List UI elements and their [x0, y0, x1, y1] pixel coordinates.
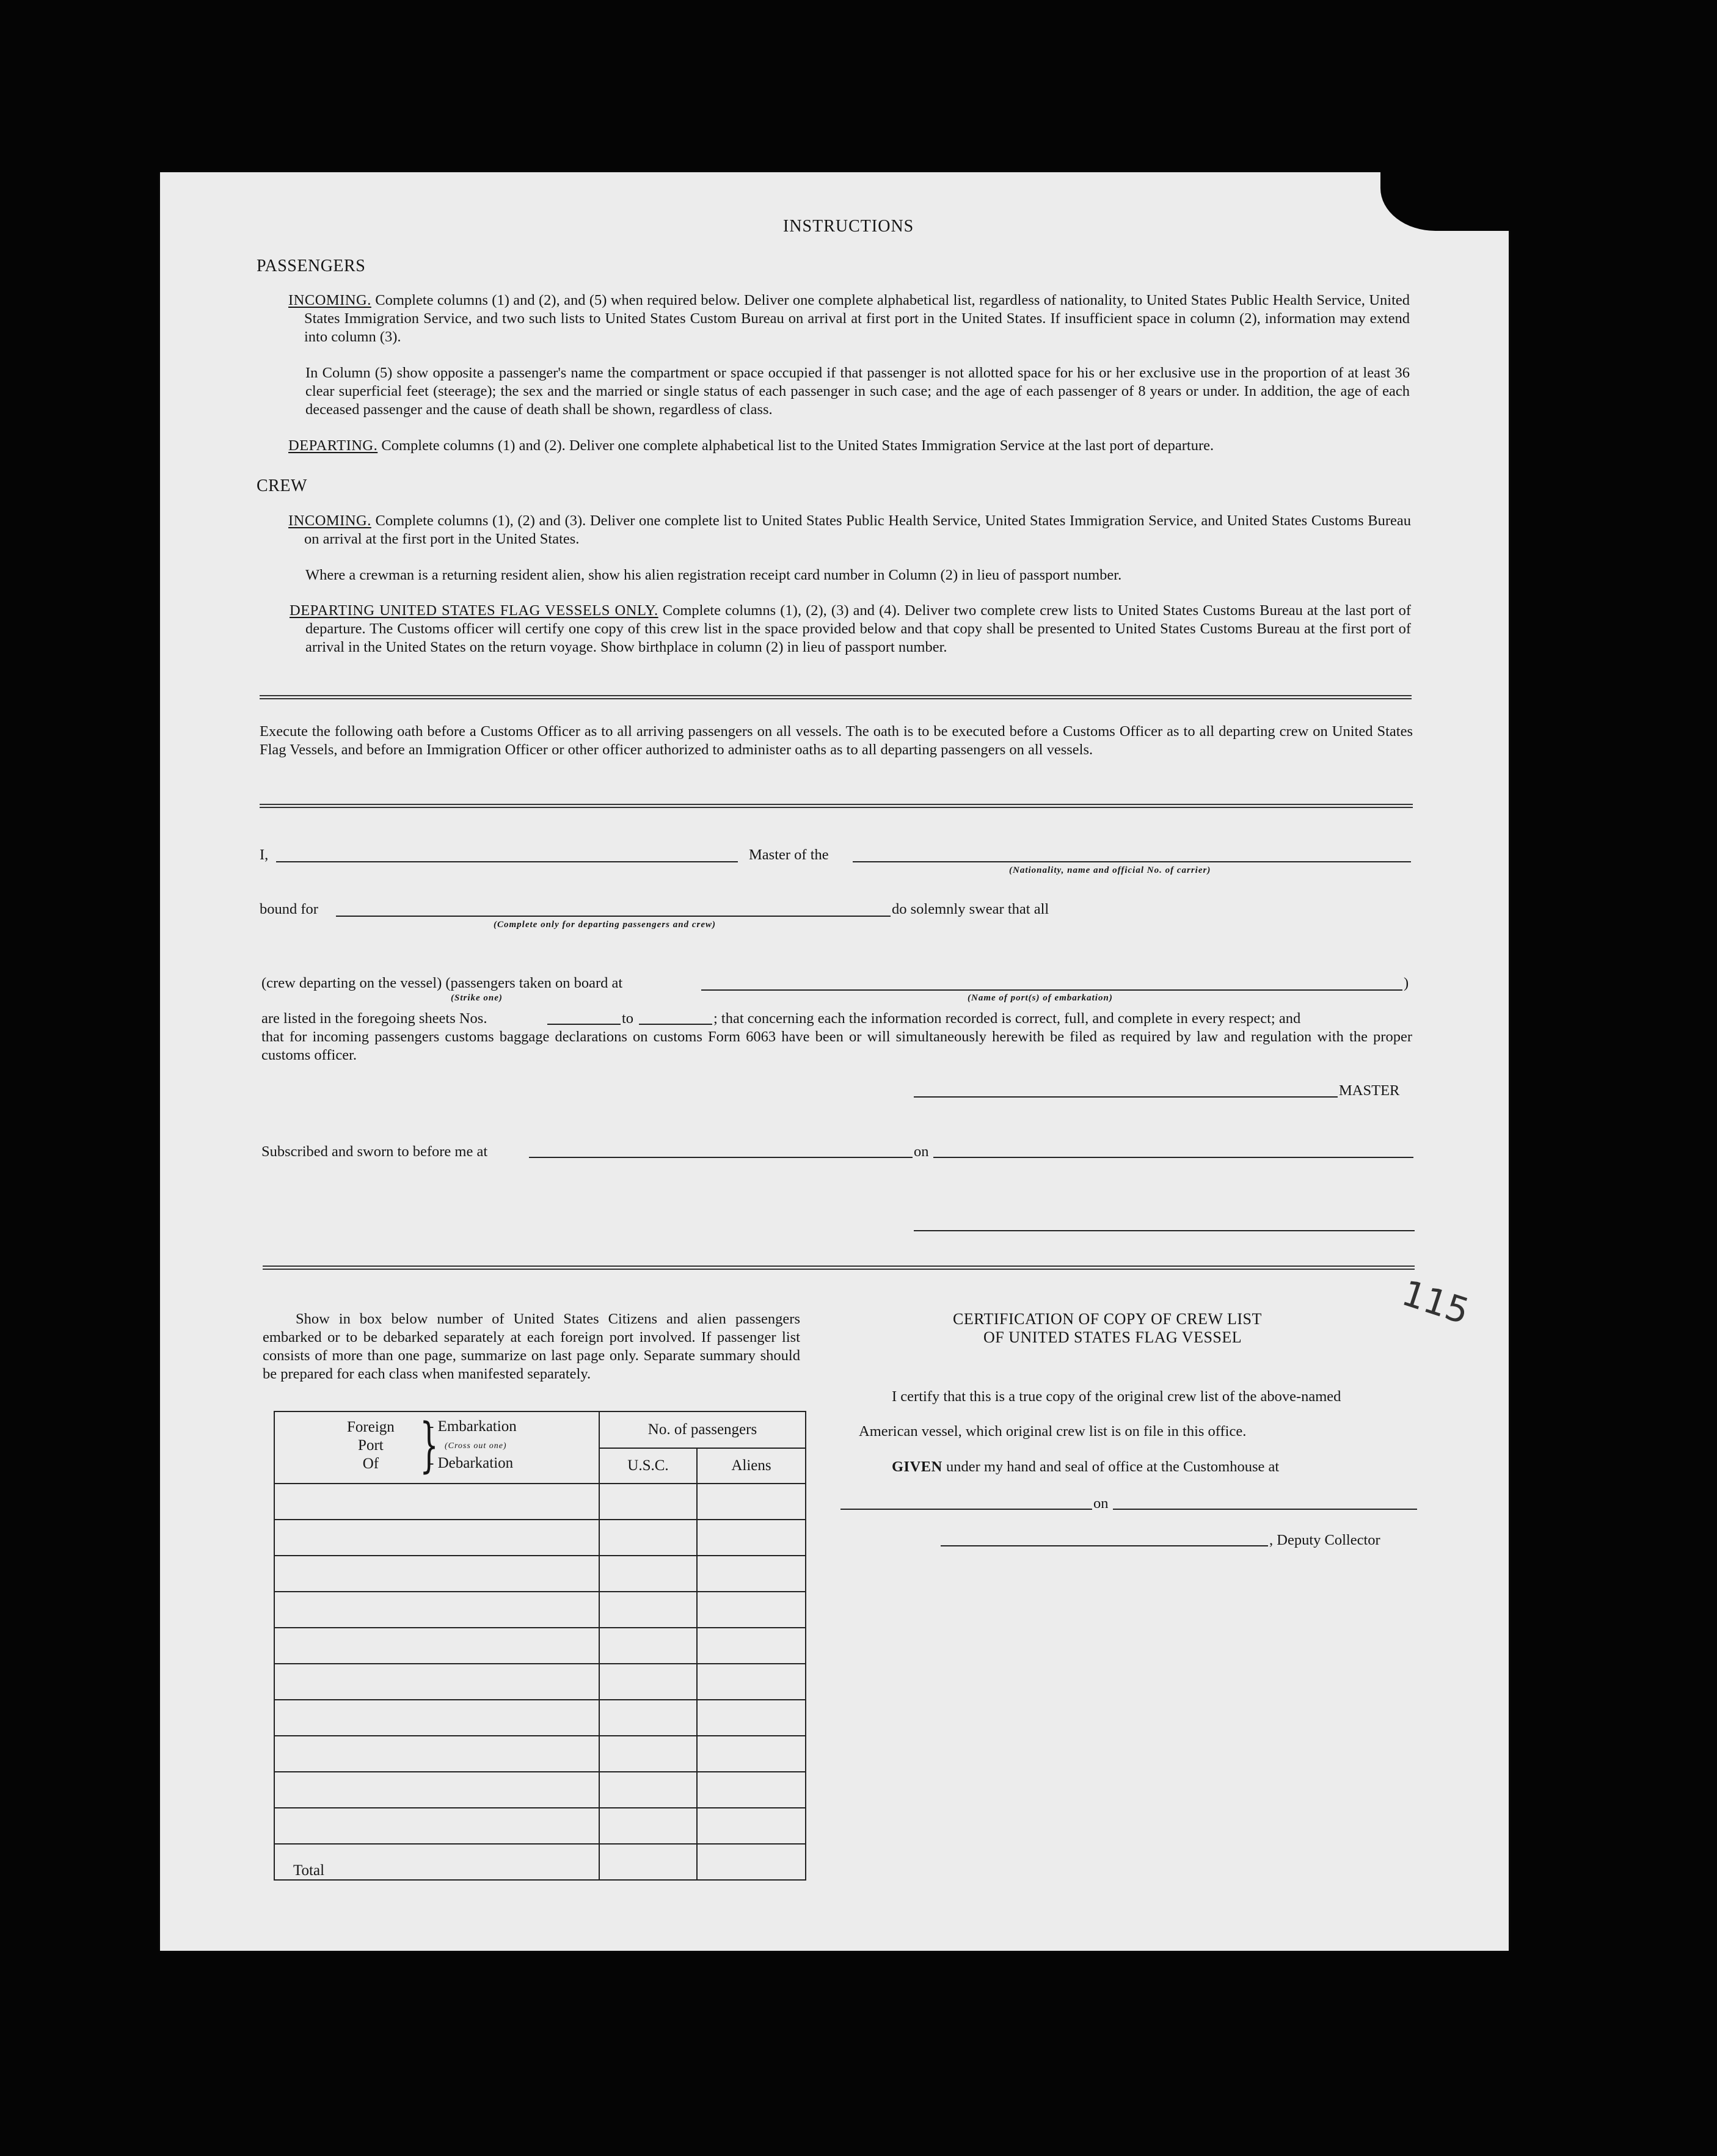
section-divider	[263, 1266, 1415, 1270]
certification-date-line[interactable]	[1113, 1509, 1417, 1510]
instructions-title: INSTRUCTIONS	[783, 217, 914, 236]
complete-only-note: (Complete only for departing passengers and crew)	[494, 920, 716, 930]
passengers-incoming-text: Complete columns (1) and (2), and (5) when required below. Deliver one complete alphabetical list, regardless of nationality, to United States Public Health Service, United States Immigration Service, and two such lists to United States Custom Bureau on arrival at first port in the United States. If insufficient space in column (2), information may extend into column (3).	[304, 292, 1410, 345]
customhouse-line[interactable]	[840, 1509, 1092, 1510]
crew-incoming-label: INCOMING.	[288, 512, 371, 529]
bound-for-line[interactable]	[336, 916, 891, 917]
torn-corner-edge	[1465, 165, 1514, 183]
master-label: MASTER	[1339, 1082, 1400, 1099]
strike-one-note: (Strike one)	[451, 993, 503, 1003]
table-row	[274, 1808, 806, 1844]
crew-resident-paragraph: Where a crewman is a returning resident alien, show his alien registration receipt card number in Column (2) in lieu of passport number.	[305, 567, 1122, 583]
table-row	[274, 1592, 806, 1628]
crew-departing-text: Complete columns (1), (2), (3) and (4). Deliver two complete crew lists to United States Customs Bureau at the last port of departure. The Customs officer will certify one copy of this crew list in the space provided below and that copy shall be presented to United States Customs Bureau at the first port of arrival in the United States on the return voyage. Show birthplace in column (2) in lieu of passport number.	[305, 602, 1411, 655]
section-divider	[260, 695, 1412, 699]
passengers-incoming-label: INCOMING.	[288, 292, 371, 308]
table-row	[274, 1628, 806, 1664]
total-label: Total	[274, 1844, 599, 1880]
master-signature-line[interactable]	[914, 1096, 1338, 1098]
debarkation-label: - Debarkation	[429, 1455, 514, 1471]
embarkation-label: - Embarkation	[429, 1418, 517, 1435]
aliens-header: Aliens	[697, 1448, 806, 1484]
table-row	[274, 1772, 806, 1808]
oath-swear: do solemnly swear that all	[892, 901, 1049, 917]
foreign-port-header	[274, 1411, 599, 1484]
table-row	[274, 1664, 806, 1700]
passengers-column5-paragraph: In Column (5) show opposite a passenger's name the compartment or space occupied if that passenger is not allotted space for his or her exclusive use in the proportion of at least 36 clear superficial feet (steerage); the sex and the married or single status of each passenger in such case; and the age of each passenger of 8 years or under. In addition, the age of each deceased passenger and the cause of death shall be shown, regardless of class.	[305, 365, 1410, 418]
carrier-line[interactable]	[853, 861, 1411, 862]
passengers-incoming-paragraph	[288, 291, 1410, 346]
table-row	[274, 1736, 806, 1772]
table-row	[274, 1556, 806, 1592]
passengers-heading: PASSENGERS	[257, 257, 366, 275]
sheet-to-line[interactable]	[639, 1024, 712, 1025]
crew-heading: CREW	[257, 476, 307, 495]
total-row	[274, 1844, 806, 1880]
sworn-date-line[interactable]	[933, 1157, 1413, 1158]
nationality-note: (Nationality, name and official No. of carrier)	[1009, 865, 1211, 875]
oath-master-of-the: Master of the	[749, 847, 829, 863]
given-rest-text: under my hand and seal of office at the Customhouse at	[946, 1459, 1280, 1475]
oath-intro: Execute the following oath before a Customs Officer as to all arriving passengers on all vessels. The oath is to be executed before a Customs Officer as to all departing crew on United States Flag Vessels, and before an Immigration Officer or other officer authorized to administer oaths as to all departing passengers on all vessels.	[260, 723, 1413, 758]
certification-line-1: I certify that this is a true copy of the original crew list of the above-named	[892, 1388, 1341, 1405]
crew-departing-paragraph	[290, 602, 1411, 657]
oath-bound-for: bound for	[260, 901, 318, 917]
no-of-passengers-header: No. of passengers	[599, 1411, 806, 1448]
master-name-line[interactable]	[276, 861, 738, 862]
passengers-departing-text: Complete columns (1) and (2). Deliver one complete alphabetical list to the United States Immigration Service at the last port of departure.	[381, 437, 1214, 454]
sworn-on-label: on	[914, 1143, 929, 1160]
handwritten-page-mark: 115	[1397, 1272, 1475, 1333]
usc-header: U.S.C.	[599, 1448, 697, 1484]
embarkation-port-line[interactable]	[701, 989, 1402, 991]
oath-listed-c: that for incoming passengers customs baggage declarations on customs Form 6063 have been or will simultaneously herewith be filed as required by law and regulation with the proper customs officer.	[261, 1029, 1412, 1063]
certification-on-label: on	[1093, 1495, 1109, 1512]
oath-close-paren: )	[1404, 975, 1409, 991]
sworn-place-line[interactable]	[529, 1157, 913, 1158]
certification-given-line	[892, 1459, 1279, 1476]
oath-listed-b: ; that concerning each the information recorded is correct, full, and complete in every respect; and	[713, 1010, 1301, 1027]
sheet-from-line[interactable]	[547, 1024, 621, 1025]
crew-incoming-text: Complete columns (1), (2) and (3). Deliver one complete list to United States Public Health Service, United States Immigration Service, and United States Customs Bureau on arrival at the first port in the United States.	[304, 512, 1411, 547]
table-row	[274, 1520, 806, 1556]
oath-listed-to: to	[622, 1010, 634, 1027]
table-row	[274, 1700, 806, 1736]
brace-symbol: }	[420, 1411, 439, 1479]
oath-i-label: I,	[260, 847, 269, 863]
deputy-collector-label: , Deputy Collector	[1269, 1532, 1380, 1548]
officer-signature-line[interactable]	[914, 1230, 1415, 1231]
passengers-departing-label: DEPARTING.	[288, 437, 378, 454]
summary-intro: Show in box below number of United States Citizens and alien passengers embarked or to be debarked separately at each foreign port involved. If passenger list consists of more than one page, summarize on last page only. Separate summary should be prepared for each class when manifested separately.	[263, 1311, 800, 1382]
given-label: GIVEN	[892, 1459, 942, 1475]
certification-line-2: American vessel, which original crew list is on file in this office.	[859, 1423, 1247, 1440]
ports-note: (Name of port(s) of embarkation)	[968, 993, 1113, 1003]
oath-listed-a: are listed in the foregoing sheets Nos.	[261, 1010, 487, 1027]
cross-out-note: (Cross out one)	[445, 1441, 507, 1451]
crew-incoming-paragraph	[288, 512, 1411, 548]
certification-title-2: OF UNITED STATES FLAG VESSEL	[983, 1328, 1242, 1346]
passenger-summary-table	[274, 1411, 806, 1881]
crew-departing-label: DEPARTING UNITED STATES FLAG VESSELS ONLY.	[290, 602, 658, 619]
certification-title-1: CERTIFICATION OF COPY OF CREW LIST	[953, 1310, 1262, 1328]
subscribed-label: Subscribed and sworn to before me at	[261, 1143, 488, 1160]
table-row	[274, 1484, 806, 1520]
foreign-port-of-label: Foreign Port Of	[347, 1419, 395, 1472]
passengers-departing-paragraph	[288, 437, 1412, 455]
deputy-signature-line[interactable]	[941, 1545, 1268, 1546]
section-divider	[260, 804, 1413, 808]
oath-crew-departing: (crew departing on the vessel) (passengers taken on board at	[261, 975, 623, 991]
